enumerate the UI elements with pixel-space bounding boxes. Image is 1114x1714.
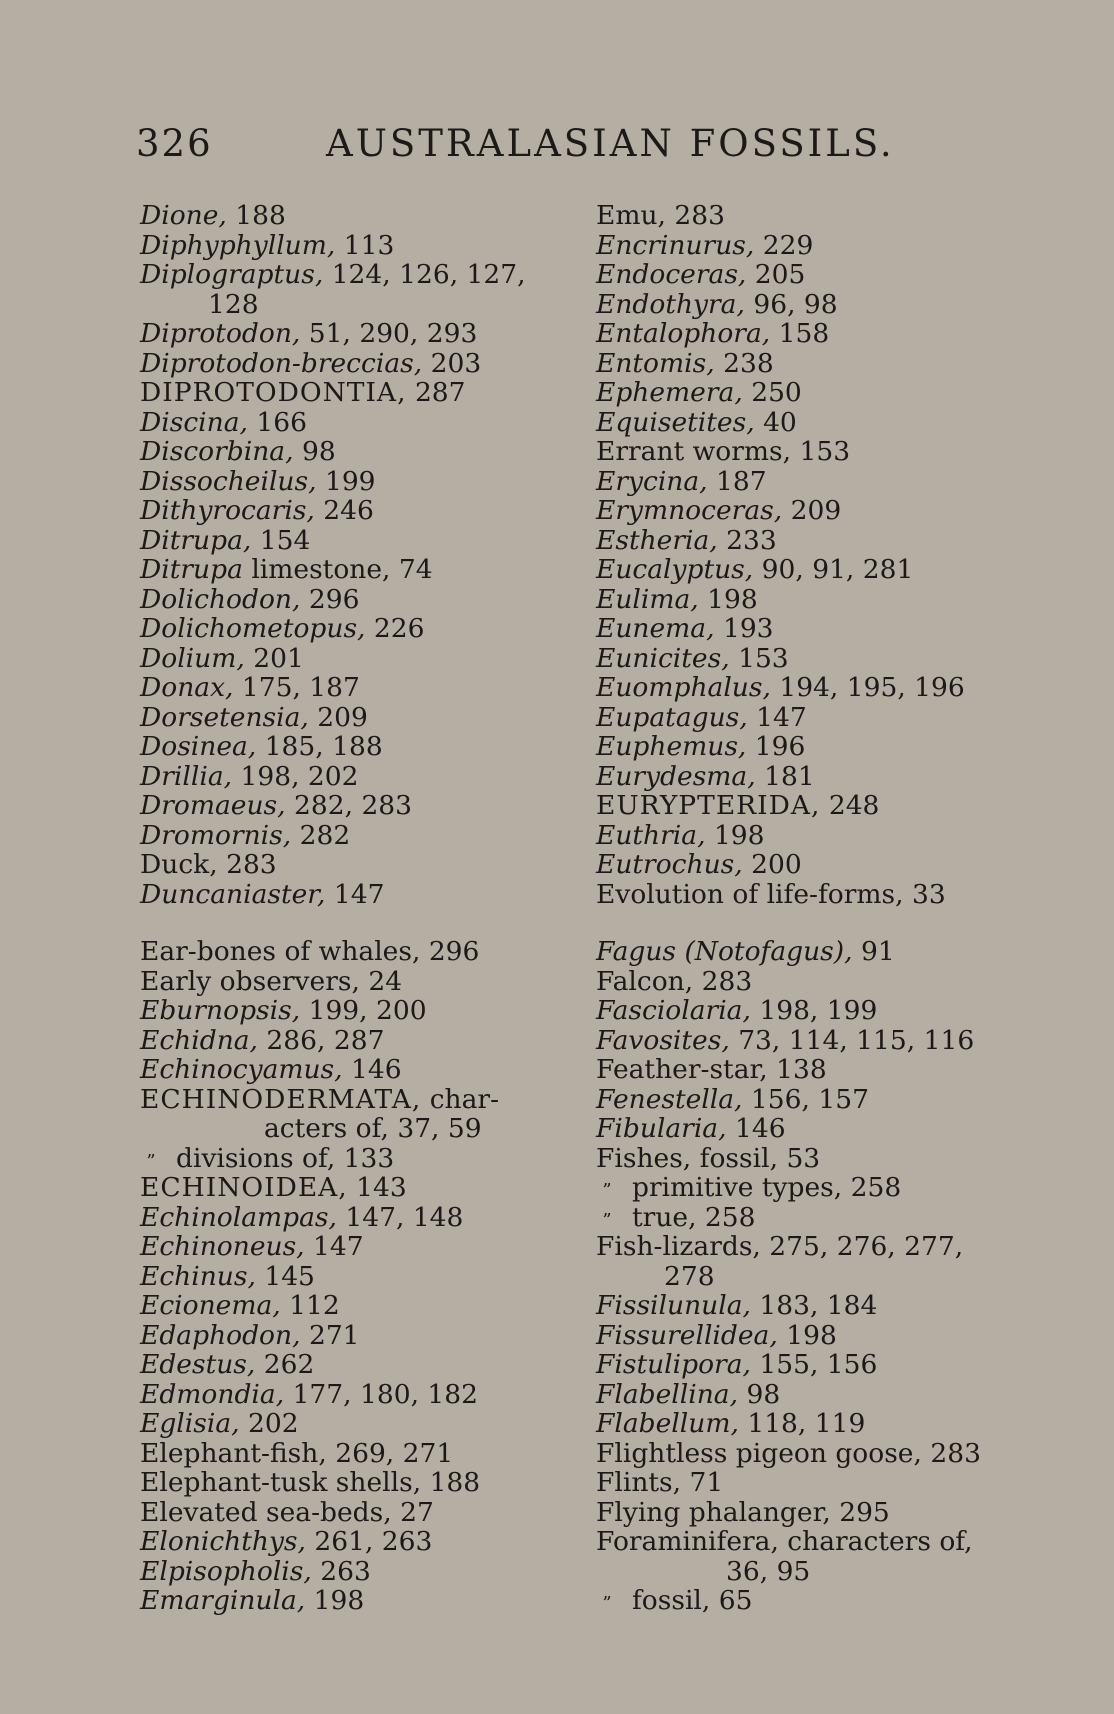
entry-pages: 73, 114, 115, 116 — [738, 1024, 975, 1056]
entry-term: Early observers, — [140, 965, 360, 997]
entry-term: Discorbina, — [140, 436, 294, 467]
entry-continuation: fossil, 65 — [632, 1585, 753, 1616]
index-entry — [140, 821, 580, 851]
entry-term: Fenestella, — [596, 1083, 743, 1115]
entry-term: Emu, — [596, 200, 666, 231]
index-entry — [596, 614, 1016, 644]
index-entry — [140, 967, 580, 997]
index-entry — [140, 1498, 580, 1528]
entry-pages: 147 — [313, 1231, 364, 1262]
entry-pages: 74 — [398, 554, 433, 585]
entry-pages: 143 — [356, 1172, 407, 1203]
index-entry — [140, 762, 580, 792]
entry-pages: 226 — [373, 613, 425, 644]
index-column-right — [596, 201, 1016, 1616]
ditto-mark: ” — [146, 1150, 156, 1172]
entry-pages: 98 — [301, 436, 336, 467]
entry-pages: 271 — [308, 1319, 360, 1351]
entry-term: Entalophora, — [596, 318, 771, 349]
entry-term: Discina, — [140, 406, 248, 438]
index-entry — [596, 1203, 1016, 1233]
entry-continuation: 278 — [664, 1260, 715, 1292]
entry-term: Eburnopsis, — [140, 995, 301, 1026]
entry-pages: 153 — [799, 436, 851, 467]
index-list-right — [596, 201, 1016, 1616]
entry-pages: 263 — [320, 1555, 371, 1587]
indent-space — [596, 1173, 632, 1206]
index-entry — [140, 201, 580, 231]
entry-term: Eunicites, — [596, 642, 730, 674]
entry-term: Ear-bones of whales, — [140, 936, 421, 967]
indent-space — [596, 1586, 632, 1619]
entry-pages: 193 — [722, 613, 774, 644]
index-entry — [596, 1026, 1016, 1056]
index-entry — [596, 762, 1016, 792]
entry-pages: 145 — [264, 1260, 315, 1292]
entry-term: Flightless pigeon goose, — [596, 1437, 922, 1469]
entry-term: Fasciolaria, — [596, 995, 751, 1026]
entry-pages: 112 — [289, 1290, 340, 1321]
entry-term: Eupatagus, — [596, 701, 748, 733]
entry-term: Euthria, — [596, 819, 706, 851]
entry-pages: 147 — [756, 701, 807, 733]
entry-pages: 283 — [674, 200, 725, 231]
index-entry — [140, 850, 580, 880]
entry-term: Elephant-tusk shells, — [140, 1467, 422, 1498]
index-entry — [140, 555, 580, 585]
entry-term: Elonichthys, — [140, 1526, 306, 1557]
entry-term: Eutrochus, — [596, 849, 743, 880]
entry-pages: 248 — [828, 790, 880, 821]
entry-pages: 40 — [763, 406, 797, 438]
entry-term: Flints, — [596, 1467, 682, 1498]
index-entry — [596, 1055, 1016, 1085]
entry-pages: 262 — [263, 1349, 315, 1380]
index-entry — [596, 1321, 1016, 1351]
entry-term: Encrinurus, — [596, 229, 755, 261]
entry-term: Ecionema, — [140, 1290, 281, 1321]
index-entry — [140, 378, 580, 408]
index-entry — [140, 1085, 580, 1115]
entry-pages: 90, 91, 281 — [761, 554, 914, 585]
index-entry — [596, 231, 1016, 261]
entry-term: Edestus, — [140, 1349, 256, 1380]
entry-term: Dosinea, — [140, 731, 257, 762]
index-entry — [140, 880, 580, 910]
entry-pages: 229 — [762, 229, 814, 261]
entry-pages: 27 — [400, 1496, 434, 1528]
entry-pages: 124, 126, 127, — [331, 259, 526, 290]
ditto-mark: ” — [602, 1593, 612, 1614]
entry-pages: 98 — [746, 1378, 781, 1410]
entry-pages: 246 — [323, 495, 374, 526]
index-entry — [140, 673, 580, 703]
entry-pages: 71 — [689, 1467, 724, 1498]
index-entry — [140, 1026, 580, 1056]
entry-pages: 33 — [911, 878, 946, 910]
index-entry — [596, 349, 1016, 379]
entry-pages: 198 — [707, 583, 758, 615]
entry-pages: 177, 180, 182 — [292, 1378, 478, 1410]
index-entry — [596, 437, 1016, 467]
entry-pages: 233 — [726, 524, 777, 556]
index-entry — [596, 1498, 1016, 1528]
entry-pages: 203 — [430, 347, 482, 379]
index-entry — [140, 703, 580, 733]
entry-pages: 199 — [324, 465, 376, 497]
index-entry — [140, 260, 580, 290]
index-entry — [140, 1557, 580, 1587]
entry-pages: 146 — [734, 1113, 786, 1144]
index-entry — [596, 1173, 1016, 1203]
index-entry — [140, 408, 580, 438]
entry-pages: 24 — [368, 965, 403, 997]
index-entry — [140, 437, 580, 467]
entry-pages: 156, 157 — [750, 1083, 869, 1115]
index-entry — [596, 319, 1016, 349]
entry-term: Eucalyptus, — [596, 554, 754, 585]
index-entry — [140, 496, 580, 526]
entry-term: Echinus, — [140, 1260, 256, 1292]
entry-term: Eunema, — [596, 613, 715, 644]
entry-term: Ditrupa, — [140, 524, 252, 556]
entry-pages: 209 — [317, 701, 368, 733]
entry-pages: 269, 271 — [335, 1437, 454, 1469]
entry-pages: 185, 188 — [264, 731, 383, 762]
index-entry — [596, 1350, 1016, 1380]
index-entry — [596, 378, 1016, 408]
index-entry — [596, 880, 1016, 910]
index-entry — [140, 585, 580, 615]
index-entry — [140, 290, 580, 320]
entry-pages: 296 — [308, 583, 360, 615]
section-gap — [596, 909, 1016, 937]
entry-pages: 275, 276, 277, — [769, 1231, 964, 1262]
entry-pages: 91 — [860, 936, 895, 967]
entry-pages: 250 — [751, 377, 802, 408]
entry-pages: 154 — [259, 524, 311, 556]
entry-pages: 202 — [248, 1408, 299, 1439]
index-entry — [596, 996, 1016, 1026]
entry-term: Euomphalus, — [596, 672, 771, 703]
entry-term: Feather-star, — [596, 1054, 768, 1085]
entry-term: Elephant-fish, — [140, 1437, 327, 1469]
entry-pages: 194, 195, 196 — [779, 672, 965, 703]
index-entry — [140, 791, 580, 821]
index-entry — [596, 496, 1016, 526]
entry-term: Fissilunula, — [596, 1290, 751, 1321]
entry-continuation: acters of, 37, 59 — [264, 1113, 482, 1144]
entry-term: Edmondia, — [140, 1378, 285, 1410]
entry-term: Echidna, — [140, 1024, 258, 1056]
entry-pages: 118, 119 — [747, 1408, 866, 1439]
entry-term: Euphemus, — [596, 731, 747, 762]
entry-pages: 209 — [790, 495, 842, 526]
entry-pages: 282, 283 — [294, 790, 413, 821]
entry-term: Diprotodon-breccias, — [140, 347, 423, 379]
index-entry — [140, 1468, 580, 1498]
entry-term: EURYPTERIDA, — [596, 790, 821, 821]
entry-term: Donax, — [140, 672, 234, 703]
index-entry — [596, 1144, 1016, 1174]
index-entry — [596, 850, 1016, 880]
entry-term: Endothyra, — [596, 288, 745, 320]
index-entry — [140, 614, 580, 644]
entry-continuation: divisions of, 133 — [176, 1142, 395, 1174]
entry-term: Fistulipora, — [596, 1349, 751, 1380]
entry-term: Fish-lizards, — [596, 1231, 761, 1262]
entry-term: Echinoneus, — [140, 1231, 305, 1262]
section-gap — [140, 909, 580, 937]
entry-term: Edaphodon, — [140, 1319, 301, 1351]
entry-term: Flabellina, — [596, 1378, 739, 1410]
index-entry — [596, 1439, 1016, 1469]
entry-pages: 286, 287 — [266, 1024, 385, 1056]
entry-term: Eulima, — [596, 583, 699, 615]
index-entry — [596, 791, 1016, 821]
entry-term: Fagus (Notofagus), — [596, 936, 853, 967]
index-entry — [140, 231, 580, 261]
index-entry — [140, 1527, 580, 1557]
entry-pages: char- — [429, 1083, 500, 1115]
entry-term-rest: limestone, — [251, 554, 391, 585]
index-entry — [596, 1527, 1016, 1557]
entry-term: Foraminifera, characters of, — [596, 1526, 973, 1557]
entry-pages: 96, 98 — [753, 288, 838, 320]
entry-pages: 183, 184 — [759, 1290, 878, 1321]
entry-pages: 166 — [256, 406, 307, 438]
index-entry — [140, 1203, 580, 1233]
index-entry — [140, 937, 580, 967]
index-entry — [596, 526, 1016, 556]
index-entry — [596, 201, 1016, 231]
index-entry — [140, 732, 580, 762]
entry-pages: 188 — [235, 200, 286, 231]
entry-pages: 296 — [428, 936, 480, 967]
entry-pages: 199, 200 — [308, 995, 427, 1026]
index-entry — [596, 1114, 1016, 1144]
entry-term: Fissurellidea, — [596, 1319, 778, 1351]
index-entry — [596, 732, 1016, 762]
entry-term: Echinolampas, — [140, 1201, 337, 1233]
entry-term: Ephemera, — [596, 377, 743, 408]
index-entry — [140, 1586, 580, 1616]
entry-term: Dolichodon, — [140, 583, 301, 615]
entry-term: ECHINOIDEA, — [140, 1172, 348, 1203]
entry-term: Dolichometopus, — [140, 613, 366, 644]
entry-term: Duncaniaster, — [140, 878, 326, 910]
entry-continuation: 36, 95 — [726, 1555, 811, 1587]
entry-term: Drillia, — [140, 760, 233, 792]
entry-pages: 238 — [723, 347, 774, 379]
entry-pages: 153 — [738, 642, 789, 674]
entry-pages: 147 — [333, 878, 385, 910]
index-entry — [596, 1291, 1016, 1321]
index-entry — [596, 937, 1016, 967]
entry-term: Diphyphyllum, — [140, 229, 336, 261]
index-entry — [140, 1262, 580, 1292]
index-entry — [140, 526, 580, 556]
index-entry — [140, 1291, 580, 1321]
index-entry — [596, 1586, 1016, 1616]
entry-term: ECHINODERMATA, — [140, 1083, 422, 1115]
ditto-mark: ” — [602, 1209, 612, 1231]
entry-term: Eurydesma, — [596, 760, 756, 792]
index-entry — [596, 1262, 1016, 1292]
entry-term: Erymnoceras, — [596, 495, 783, 526]
entry-pages: 147, 148 — [345, 1201, 464, 1233]
entry-pages: 282 — [299, 819, 351, 851]
index-entry — [596, 408, 1016, 438]
index-entry — [596, 1232, 1016, 1262]
entry-pages: 283 — [226, 849, 277, 880]
entry-term: Diplograptus, — [140, 259, 324, 290]
entry-term: DIPROTODONTIA, — [140, 377, 407, 408]
entry-term: Favosites, — [596, 1024, 730, 1056]
entry-pages: 198 — [786, 1319, 837, 1351]
index-entry — [140, 1350, 580, 1380]
entry-pages: 283 — [930, 1437, 981, 1469]
index-entry — [596, 260, 1016, 290]
index-entry — [596, 1085, 1016, 1115]
entry-pages: 187 — [716, 465, 767, 497]
entry-continuation: primitive types, 258 — [632, 1172, 902, 1203]
entry-term: Erycina, — [596, 465, 708, 497]
entry-pages: 198, 202 — [240, 760, 359, 792]
running-title: AUSTRALASIAN FOSSILS. — [326, 122, 895, 165]
entry-term: Equisetites, — [596, 406, 755, 438]
index-entry — [140, 1409, 580, 1439]
index-entry — [596, 821, 1016, 851]
entry-term: Estheria, — [596, 524, 718, 556]
index-entry — [140, 1173, 580, 1203]
page-header — [136, 122, 895, 172]
index-entry — [596, 967, 1016, 997]
index-list-left — [140, 201, 580, 1616]
entry-term: Ditrupa — [140, 554, 243, 585]
entry-pages: 146 — [351, 1054, 402, 1085]
entry-continuation: true, 258 — [632, 1201, 756, 1233]
index-entry — [596, 703, 1016, 733]
entry-pages: 175, 187 — [241, 672, 360, 703]
index-entry — [596, 467, 1016, 497]
entry-term: Duck, — [140, 849, 218, 880]
entry-pages: 201 — [253, 642, 304, 674]
entry-term: Dithyrocaris, — [140, 495, 315, 526]
entry-pages: 196 — [754, 731, 806, 762]
entry-term: Elpisopholis, — [140, 1555, 312, 1587]
entry-term: Dromornis, — [140, 819, 292, 851]
entry-term: Dromaeus, — [140, 790, 286, 821]
entry-term: Eglisia, — [140, 1408, 240, 1439]
entry-term: Echinocyamus, — [140, 1054, 343, 1085]
page-number: 326 — [136, 122, 213, 165]
entry-pages: 53 — [786, 1142, 821, 1174]
entry-pages: 200 — [751, 849, 802, 880]
entry-term: Flabellum, — [596, 1408, 739, 1439]
entry-term: Dissocheilus, — [140, 465, 317, 497]
entry-term: Dolium, — [140, 642, 245, 674]
entry-pages: 158 — [778, 318, 830, 349]
index-entry — [596, 290, 1016, 320]
entry-term: Emarginula, — [140, 1585, 306, 1616]
entry-pages: 198 — [313, 1585, 365, 1616]
index-entry — [596, 673, 1016, 703]
entry-term: Endoceras, — [596, 259, 747, 290]
entry-term: Evolution of life-forms, — [596, 878, 904, 910]
entry-term: Flying phalanger, — [596, 1496, 831, 1528]
entry-pages: 188 — [429, 1467, 481, 1498]
index-entry — [596, 644, 1016, 674]
index-entry — [140, 1055, 580, 1085]
entry-pages: 198, 199 — [759, 995, 878, 1026]
entry-continuation: 128 — [208, 288, 259, 320]
entry-term: Falcon, — [596, 965, 694, 997]
entry-pages: 155, 156 — [759, 1349, 878, 1380]
index-entry — [140, 1439, 580, 1469]
entry-term: Entomis, — [596, 347, 715, 379]
index-entry — [596, 555, 1016, 585]
index-entry — [596, 1557, 1016, 1587]
ditto-mark: ” — [602, 1180, 612, 1201]
index-column-left — [140, 201, 580, 1616]
entry-term: Elevated sea-beds, — [140, 1496, 392, 1528]
index-entry — [596, 1468, 1016, 1498]
entry-pages: 51, 290, 293 — [308, 318, 478, 349]
entry-term: Fishes, fossil, — [596, 1142, 778, 1174]
index-entry — [140, 1144, 580, 1174]
index-entry — [140, 1114, 580, 1144]
entry-pages: 181 — [764, 760, 815, 792]
entry-pages: 261, 263 — [314, 1526, 433, 1557]
entry-pages: 287 — [414, 377, 466, 408]
index-entry — [596, 1380, 1016, 1410]
entry-pages: 205 — [754, 259, 806, 290]
entry-pages: 113 — [343, 229, 395, 261]
index-entry — [140, 996, 580, 1026]
entry-term: Dorsetensia, — [140, 701, 309, 733]
entry-pages: 283 — [701, 965, 753, 997]
index-entry — [140, 1321, 580, 1351]
entry-pages: 138 — [776, 1054, 827, 1085]
index-entry — [596, 585, 1016, 615]
index-entry — [596, 1409, 1016, 1439]
entry-pages: 295 — [839, 1496, 890, 1528]
entry-term: Diprotodon, — [140, 318, 301, 349]
index-entry — [140, 1232, 580, 1262]
entry-term: Dione, — [140, 200, 227, 231]
index-entry — [140, 644, 580, 674]
entry-pages: 198 — [713, 819, 765, 851]
entry-term: Errant worms, — [596, 436, 792, 467]
index-entry — [140, 349, 580, 379]
entry-term: Fibularia, — [596, 1113, 727, 1144]
index-entry — [140, 1380, 580, 1410]
index-entry — [140, 467, 580, 497]
index-entry — [140, 319, 580, 349]
